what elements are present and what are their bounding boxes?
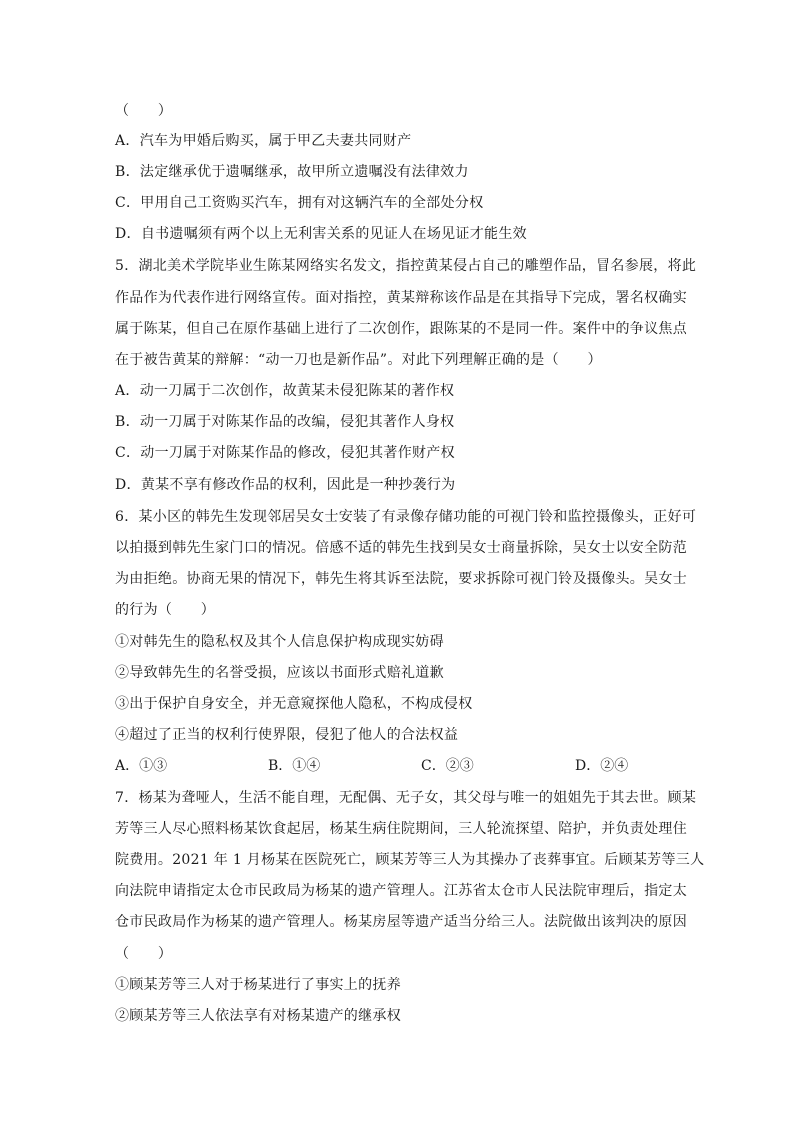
q6-statement-2: ②导致韩先生的名誉受损，应该以书面形式赔礼道歉 (115, 665, 444, 681)
q6-option-c: C．②③ (421, 758, 474, 774)
q4-option-d: D．自书遗嘱须有两个以上无利害关系的见证人在场见证才能生效 (115, 226, 527, 242)
q4-bracket: （ ） (115, 103, 173, 119)
q6-stem-line: 以拍摄到韩先生家门口的情况。倍感不适的韩先生找到吴女士商量拆除，吴女士以安全防范 (115, 540, 687, 556)
q5-option-c: C．动一刀属于对陈某作品的修改，侵犯其著作财产权 (115, 445, 455, 461)
q6-option-a: A．①③ (115, 758, 168, 774)
q4-option-b: B．法定继承优于遗嘱继承，故甲所立遗嘱没有法律效力 (115, 164, 469, 180)
q7-stem-line: 向法院申请指定太仓市民政局为杨某的遗产管理人。江苏省太仓市人民法院审理后，指定太 (115, 883, 687, 899)
q5-stem-line: 5．湖北美术学院毕业生陈某网络实名发文，指控黄某侵占自己的雕塑作品，冒名参展，将此 (115, 258, 697, 274)
q7-stem-line: 院费用。2021 年 1 月杨某在医院死亡，顾某芳等三人为其操办了丧葬事宜。后顾某芳等三人 (115, 852, 705, 868)
q4-option-a: A．汽车为甲婚后购买，属于甲乙夫妻共同财产 (115, 133, 412, 149)
q5-stem-line: 属于陈某，但自己在原作基础上进行了二次创作，跟陈某的不是同一件。案件中的争议焦点 (115, 321, 687, 337)
q7-statement-2: ②顾某芳等三人依法享有对杨某遗产的继承权 (115, 1008, 401, 1024)
q4-option-c: C．甲用自己工资购买汽车，拥有对这辆汽车的全部处分权 (115, 195, 484, 211)
q6-stem-line: 的行为（ ） (115, 602, 216, 618)
q5-option-b: B．动一刀属于对陈某作品的改编，侵犯其著作人身权 (115, 414, 455, 430)
q7-stem-line: 7．杨某为聋哑人，生活不能自理，无配偶、无子女，其父母与唯一的姐姐先于其去世。顾某 (115, 790, 697, 806)
q5-stem-line: 作品作为代表作进行网络宣传。面对指控，黄某辩称该作品是在其指导下完成，署名权确实 (115, 290, 687, 306)
q5-option-d: D．黄某不享有修改作品的权利，因此是一种抄袭行为 (115, 477, 456, 493)
q7-stem-line: 仓市民政局作为杨某的遗产管理人。杨某房屋等遗产适当分给三人。法院做出该判决的原因 (115, 914, 687, 930)
q7-stem-line: 芳等三人尽心照料杨某饮食起居，杨某生病住院期间，三人轮流探望、陪护，并负责处理住 (115, 821, 687, 837)
q6-option-b: B．①④ (268, 758, 321, 774)
q6-stem-line: 6．某小区的韩先生发现邻居吴女士安装了有录像存储功能的可视门铃和监控摄像头，正好可 (115, 509, 697, 525)
q7-bracket: （ ） (115, 946, 173, 962)
q6-option-d: D．②④ (575, 758, 629, 774)
q7-statement-1: ①顾某芳等三人对于杨某进行了事实上的抚养 (115, 977, 401, 993)
q6-stem-line: 为由拒绝。协商无果的情况下，韩先生将其诉至法院，要求拆除可视门铃及摄像头。吴女士 (115, 571, 687, 587)
q5-stem-line: 在于被告黄某的辩解：“动一刀也是新作品”。对此下列理解正确的是（ ） (115, 352, 602, 368)
q6-statement-4: ④超过了正当的权利行使界限，侵犯了他人的合法权益 (115, 727, 459, 743)
q5-option-a: A．动一刀属于二次创作，故黄某未侵犯陈某的著作权 (115, 383, 455, 399)
q6-statement-3: ③出于保护自身安全，并无意窥探他人隐私，不构成侵权 (115, 696, 473, 712)
q6-statement-1: ①对韩先生的隐私权及其个人信息保护构成现实妨碍 (115, 634, 444, 650)
